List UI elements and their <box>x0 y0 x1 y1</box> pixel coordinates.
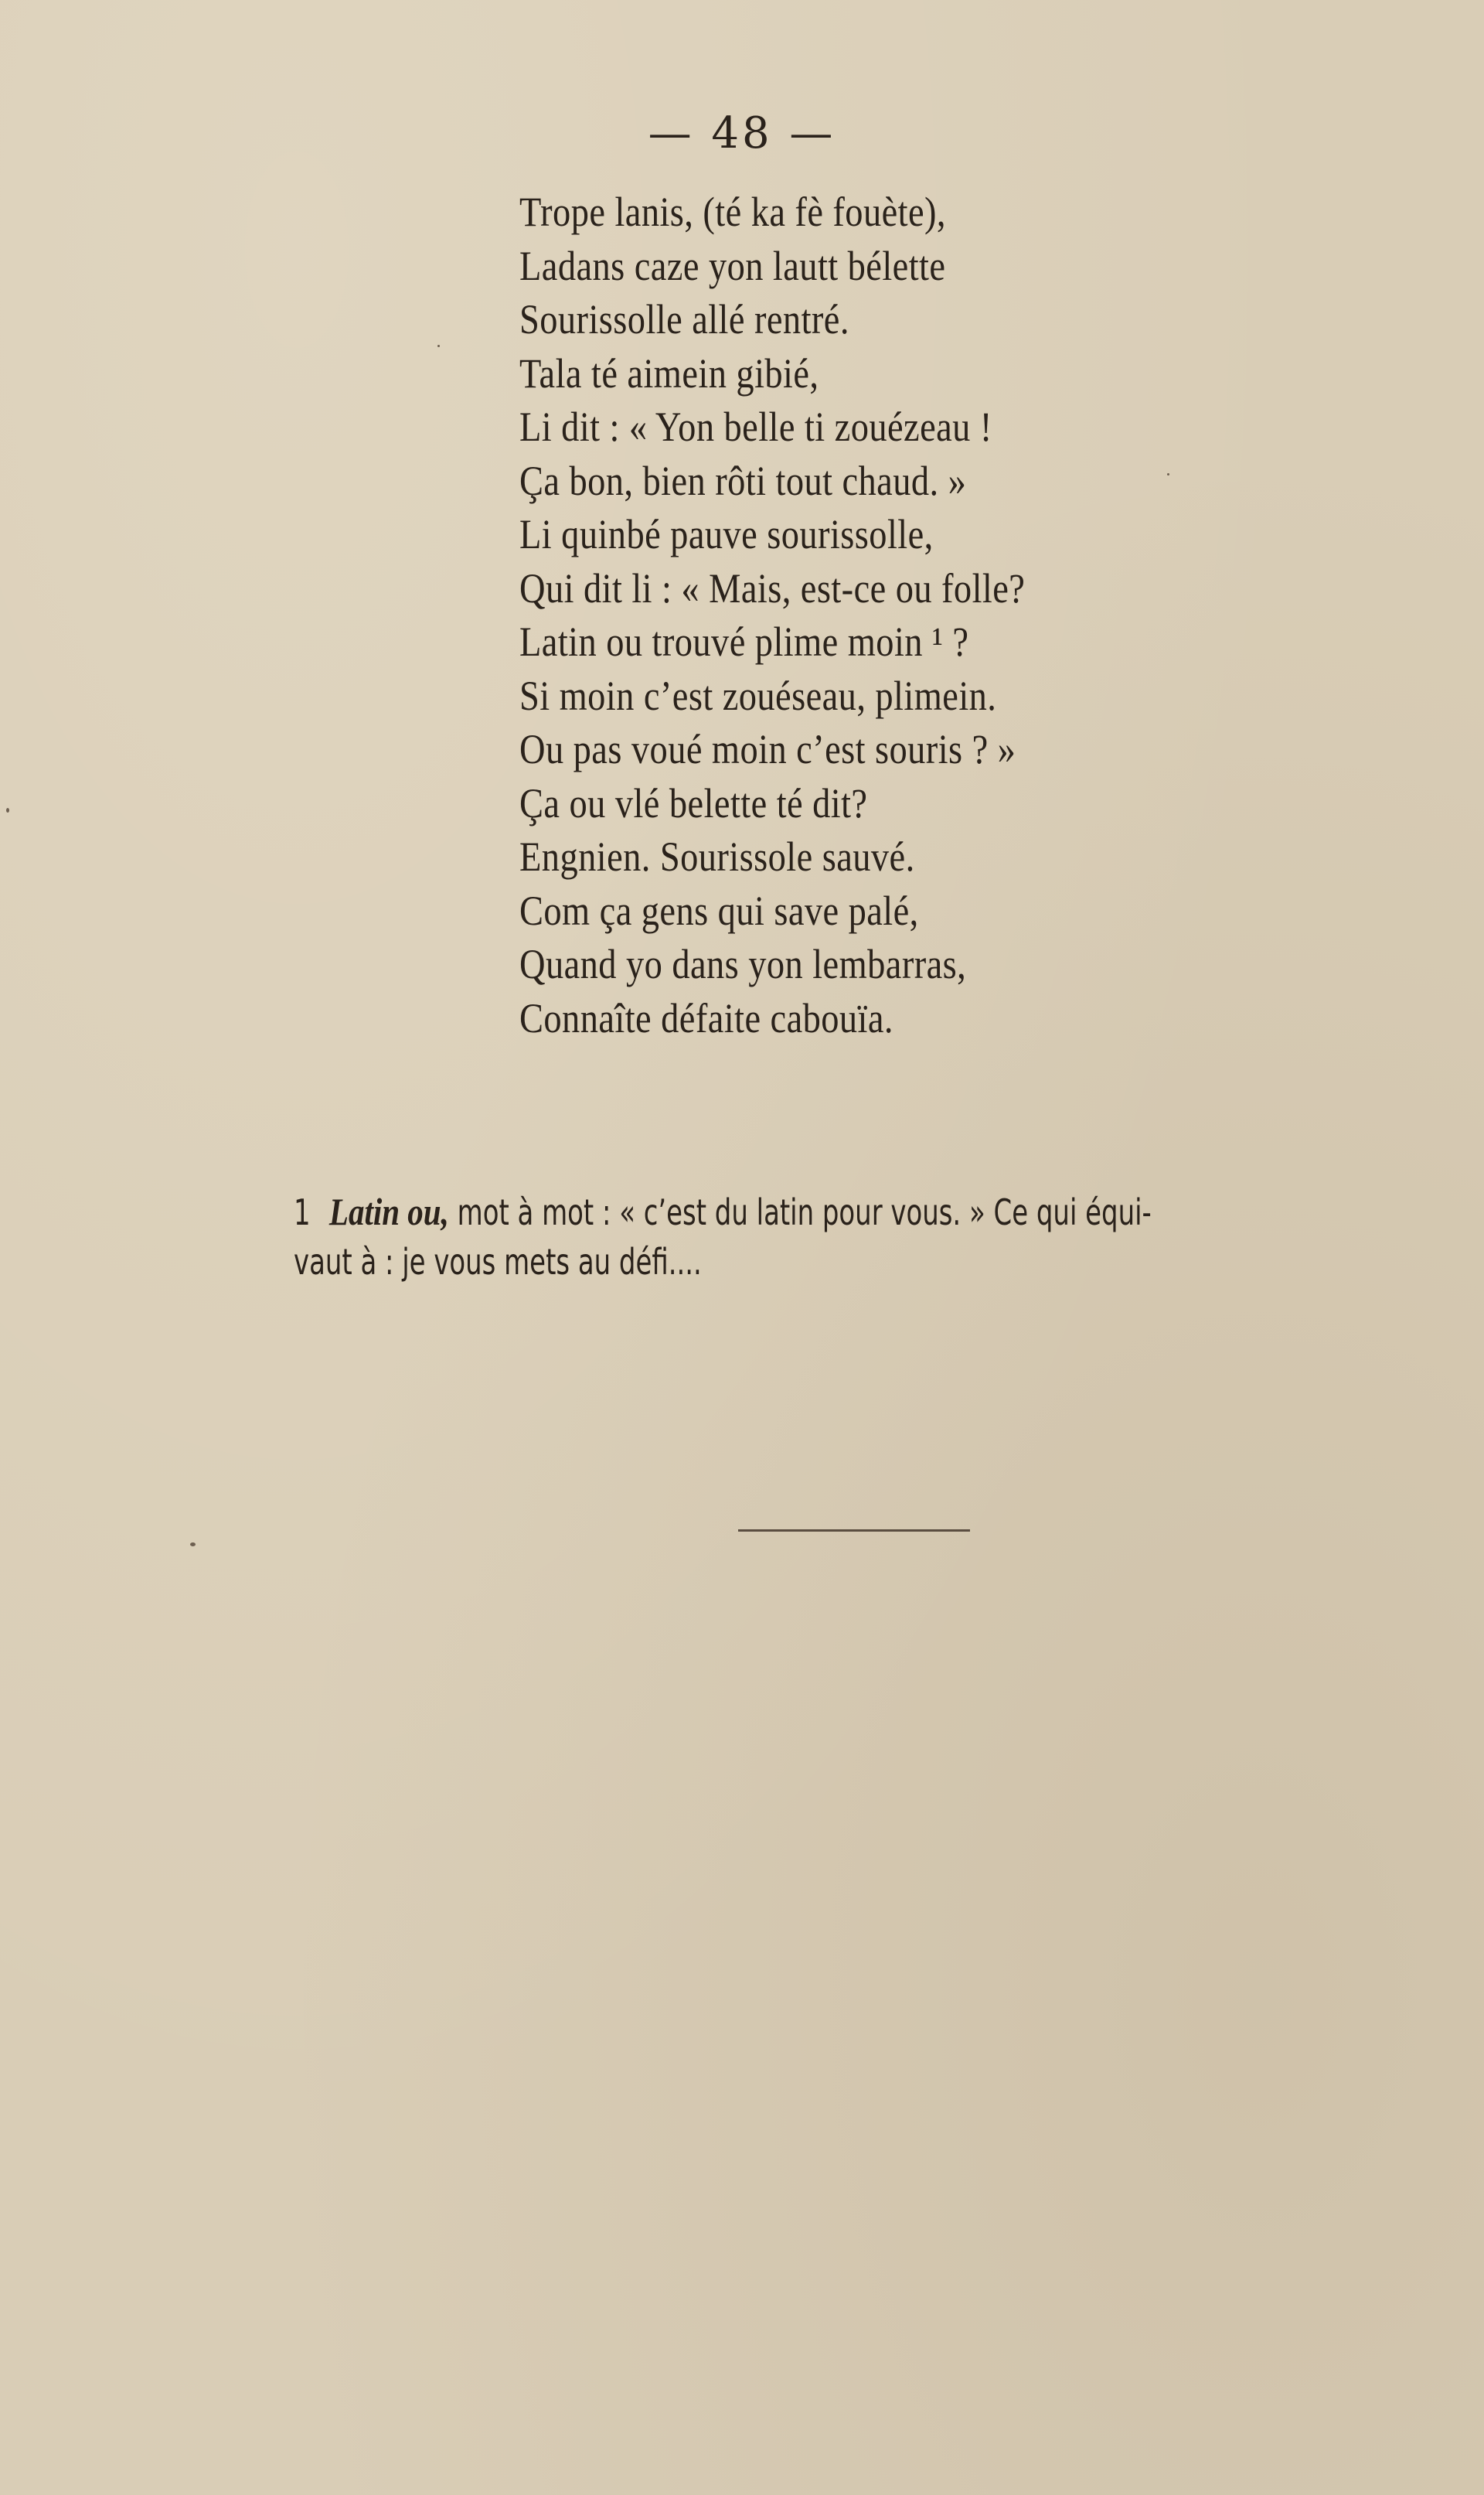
poem-line: Quand yo dans yon lembarras, <box>519 941 967 987</box>
paper-speck <box>190 1542 196 1546</box>
poem-line: Qui dit li : « Mais, est-ce ou folle? <box>519 564 1026 612</box>
footnote-line: vaut à : je vous mets au défi.... <box>294 1241 702 1283</box>
footnote-marker: 1 <box>294 1191 311 1233</box>
poem-line: Sourissolle allé rentré. <box>519 296 849 343</box>
poem-line: Connaîte défaite cabouïa. <box>519 994 893 1041</box>
poem-line: Trope lanis, (té ka fè fouète), <box>519 189 946 235</box>
footnote-line <box>294 1187 1193 1237</box>
poem-line: Ça bon, bien rôti tout chaud. » <box>519 457 967 504</box>
poem-line: Li dit : « Yon belle ti zouézeau ! <box>519 404 992 450</box>
poem-line: Ou pas voué moin c’est souris ? » <box>519 726 1016 772</box>
poem-line: Tala té aimein gibié, <box>519 349 819 397</box>
footnote-text: mot à mot : « c’est du latin pour vous. » Ce qui équi- <box>448 1191 1152 1233</box>
footnote <box>294 1187 1391 1287</box>
poem-line: Engnien. Sourissole sauvé. <box>519 833 915 880</box>
poem-line: Ladans caze yon lautt bélette <box>519 242 946 289</box>
end-rule <box>738 1529 970 1532</box>
paper-speck <box>1167 473 1169 475</box>
poem-line: Com ça gens qui save palé, <box>519 887 919 934</box>
poem-line: Ça ou vlé belette té dit? <box>519 779 868 827</box>
poem-stanza <box>519 186 1370 1045</box>
paper-speck <box>6 808 9 813</box>
footnote-term: Latin ou, <box>328 1190 449 1233</box>
poem-line: Si moin c’est zouéseau, plimein. <box>519 672 997 719</box>
poem-line: Li quinbé pauve sourissolle, <box>519 511 934 557</box>
poem-line: Latin ou trouvé plime moin ¹ ? <box>519 619 969 665</box>
page-number: — 48 — <box>648 108 836 158</box>
paper-speck <box>437 345 440 347</box>
